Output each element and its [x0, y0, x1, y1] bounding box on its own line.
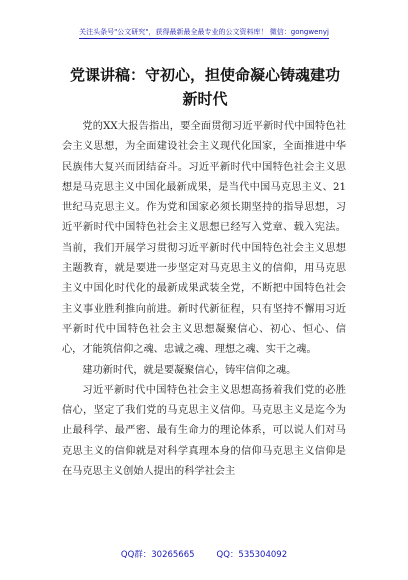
body-paragraph: 习近平新时代中国特色社会主义思想高扬着我们党的必胜信心，坚定了我们党的马克思主义信仰。马克思主义是迄今为止最科学、最严密、最有生命力的理论体系，可以说人们对马克思主义的信仰就是对科学真理本身的信仰马克思主义信仰是在马克思主义创始人提出的科学社会主 — [62, 384, 346, 478]
footer-qq[interactable]: QQ：535304092 — [216, 550, 288, 560]
title-line-1: 党课讲稿：守初心，担使命凝心铸魂建功 — [69, 66, 340, 84]
document-body — [62, 117, 346, 482]
body-paragraph: 建功新时代，就是要凝聚信心，铸牢信仰之魂。 — [82, 364, 297, 376]
body-paragraph: 党的XX大报告指出，要全面贯彻习近平新时代中国特色社会主义思想，为全面建设社会主义现代化国家，全面推进中华民族伟大复兴而团结奋斗。习近平新时代中国特色社会主义思想是马克思主义中国化最新成果，是当代中国马克思主义、21世纪马克思主义。作为党和国家必须长期坚持的指导思想，习近平新时代中国特色社会主义思想已经写入党章、载入宪法。当前，我们开展学习贯彻习近平新时代中国特色社会主义思想主题教育，就是要进一步坚定对马克思主义的信仰，用马克思主义中国化时代化的最新成果武装全党，不断把中国特色社会主义事业胜利推向前进。新时代新征程，只有坚持不懈用习近平新时代中国特色社会主义思想凝聚信心、初心、恒心、信心，才能筑信仰之魂、忠诚之魂、理想之魂、实干之魂。 — [62, 121, 346, 356]
document-title — [60, 63, 350, 111]
header-promo-banner[interactable]: 关注头条号"公文研究"，获得最新最全最专业的公文资料库！ 微信：gongwenyj — [79, 27, 329, 39]
title-line-2: 新时代 — [182, 90, 228, 108]
footer-contact — [121, 549, 287, 561]
footer-qq-group[interactable]: QQ群：30265665 — [120, 550, 195, 560]
